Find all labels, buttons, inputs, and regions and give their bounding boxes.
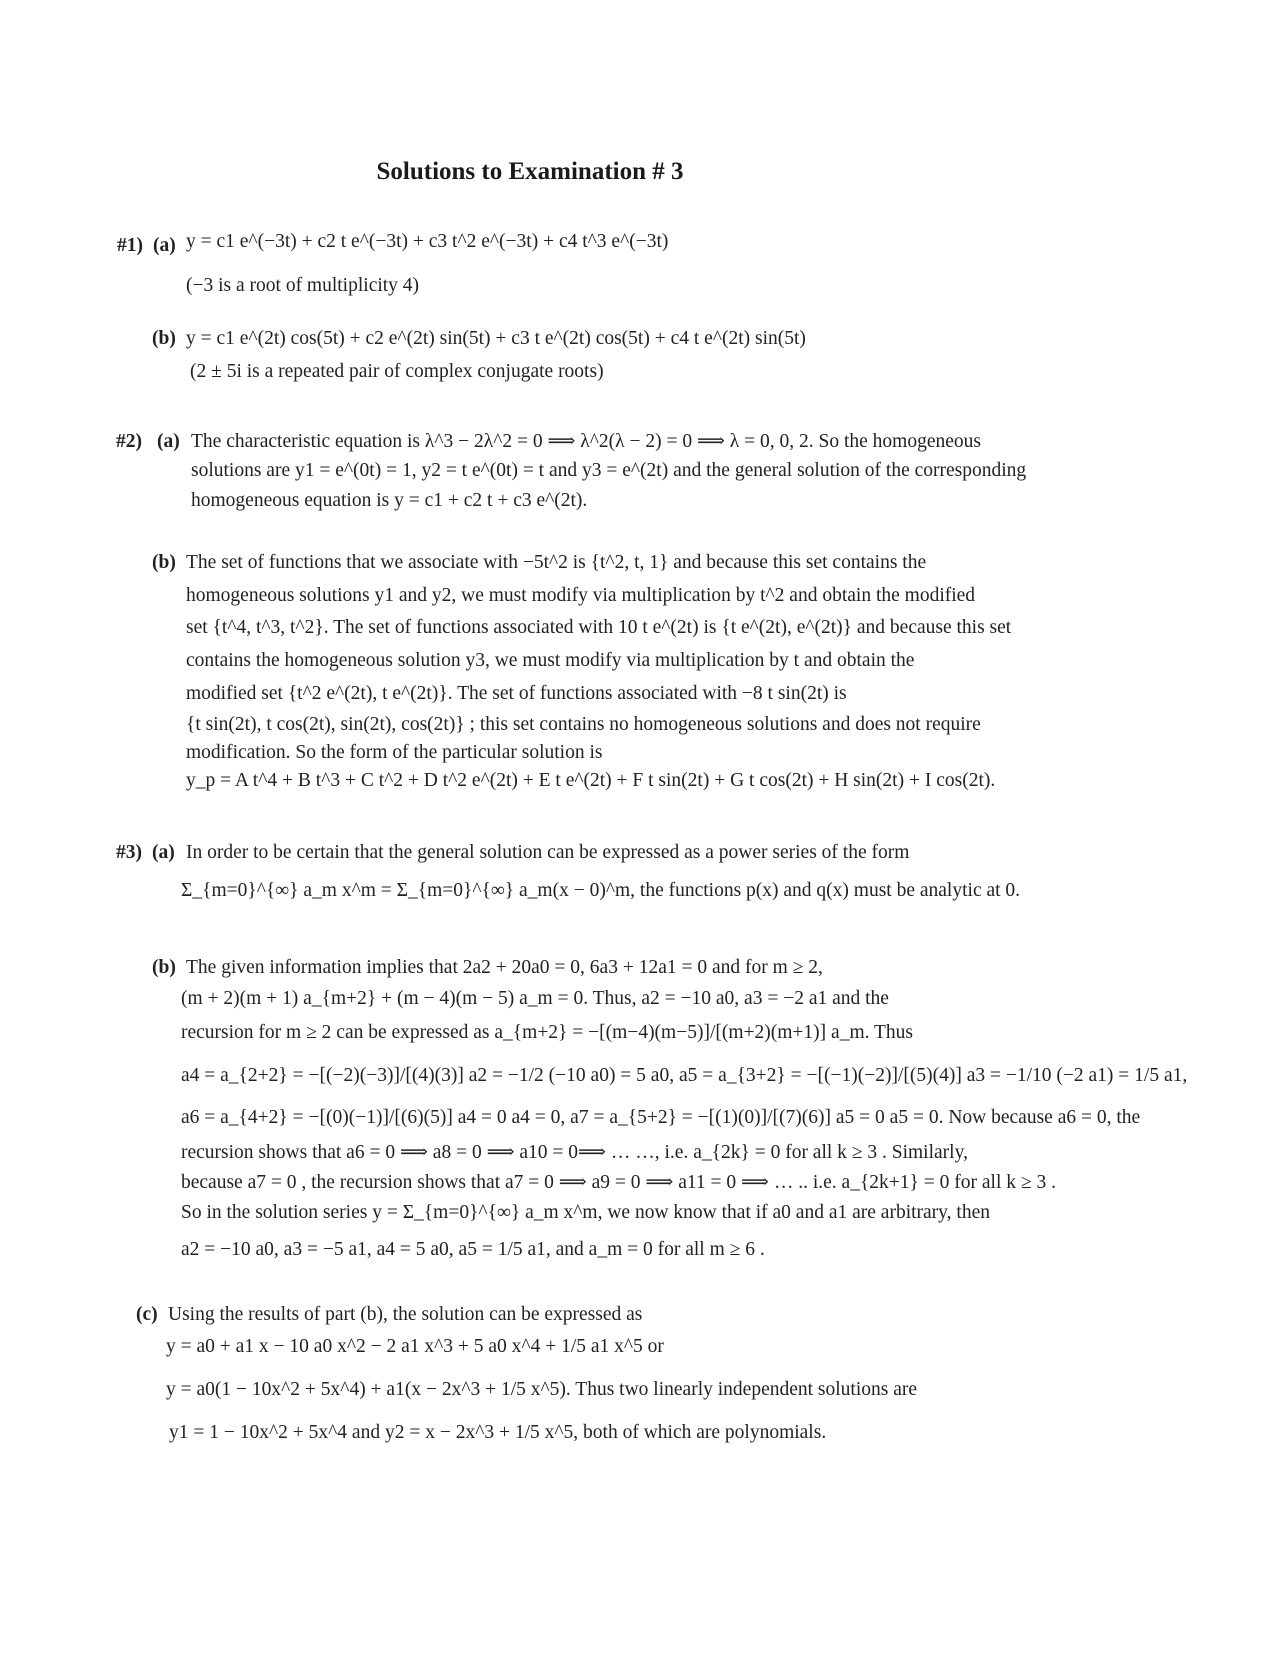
problem-1b-line-2: (2 ± 5i is a repeated pair of complex conjugate roots) <box>190 361 604 382</box>
problem-2b-line-3: set {t^4, t^3, t^2}. The set of functions associated with 10 t e^(2t) is {t e^(2t), e^(2t)} and because this set <box>186 617 1012 638</box>
problem-1b-line-1: y = c1 e^(2t) cos(5t) + c2 e^(2t) sin(5t) + c3 t e^(2t) cos(5t) + c4 t e^(2t) sin(5t) <box>186 328 806 349</box>
problem-2a-line-2: solutions are y1 = e^(0t) = 1, y2 = t e^(0t) = t and y3 = e^(2t) and the general solution of the corresponding <box>191 460 1027 481</box>
problem-3b-line-4: a4 = a_{2+2} = −[(−2)(−3)]/[(4)(3)] a2 = −1/2 (−10 a0) = 5 a0, a5 = a_{3+2} = −[(−1)(−2)]/[(5)(4)] a3 = −1/10 (−2 a1) = 1/5 a1, <box>181 1065 1188 1086</box>
problem-2-label: #2) <box>116 431 142 452</box>
page-title: Solutions to Examination # 3 <box>376 158 684 185</box>
problem-2b-line-2: homogeneous solutions y1 and y2, we must modify via multiplication by t^2 and obtain the modified <box>186 585 976 606</box>
problem-3c-line-4: y1 = 1 − 10x^2 + 5x^4 and y2 = x − 2x^3 + 1/5 x^5, both of which are polynomials. <box>169 1422 827 1443</box>
problem-3b-line-1: The given information implies that 2a2 + 20a0 = 0, 6a3 + 12a1 = 0 and for m ≥ 2, <box>186 957 823 978</box>
problem-1a-line-2: (−3 is a root of multiplicity 4) <box>186 275 420 296</box>
problem-3c-line-3: y = a0(1 − 10x^2 + 5x^4) + a1(x − 2x^3 + 1/5 x^5). Thus two linearly independent solutions are <box>166 1379 918 1400</box>
problem-3b-line-3: recursion for m ≥ 2 can be expressed as a_{m+2} = −[(m−4)(m−5)]/[(m+2)(m+1)] a_m. Thus <box>181 1022 914 1043</box>
problem-2b-line-6: {t sin(2t), t cos(2t), sin(2t), cos(2t)} ; this set contains no homogeneous solutions and does not require <box>186 714 981 735</box>
problem-3a-line-2: Σ_{m=0}^{∞} a_m x^m = Σ_{m=0}^{∞} a_m(x − 0)^m, the functions p(x) and q(x) must be analytic at 0. <box>181 880 1021 901</box>
problem-2b-label: (b) <box>152 552 176 573</box>
problem-1b-label: (b) <box>152 328 176 349</box>
problem-3a-label: (a) <box>152 842 175 863</box>
problem-3-label: #3) <box>116 842 142 863</box>
problem-3b-line-7: because a7 = 0 , the recursion shows that a7 = 0 ⟹ a9 = 0 ⟹ a11 = 0 ⟹ … .. i.e. a_{2k+1} = 0 for all k ≥ 3 . <box>181 1172 1056 1193</box>
problem-2a-label: (a) <box>157 431 180 452</box>
problem-3c-line-1: Using the results of part (b), the solution can be expressed as <box>168 1304 643 1325</box>
problem-2a-line-1: The characteristic equation is λ^3 − 2λ^2 = 0 ⟹ λ^2(λ − 2) = 0 ⟹ λ = 0, 0, 2. So the homogeneous <box>191 431 981 452</box>
problem-2b-line-8: y_p = A t^4 + B t^3 + C t^2 + D t^2 e^(2t) + E t e^(2t) + F t sin(2t) + G t cos(2t) + H sin(2t) + I cos(2t). <box>186 770 996 791</box>
problem-1a-label: (a) <box>153 235 176 256</box>
problem-2b-line-5: modified set {t^2 e^(2t), t e^(2t)}. The set of functions associated with −8 t sin(2t) is <box>186 683 847 704</box>
problem-3b-label: (b) <box>152 957 176 978</box>
problem-3b-line-9: a2 = −10 a0, a3 = −5 a1, a4 = 5 a0, a5 = 1/5 a1, and a_m = 0 for all m ≥ 6 . <box>181 1239 765 1260</box>
problem-3b-line-2: (m + 2)(m + 1) a_{m+2} + (m − 4)(m − 5) a_m = 0. Thus, a2 = −10 a0, a3 = −2 a1 and the <box>181 988 889 1009</box>
problem-2b-line-4: contains the homogeneous solution y3, we must modify via multiplication by t and obtain the <box>186 650 915 671</box>
problem-2b-line-7: modification. So the form of the particular solution is <box>186 742 603 763</box>
problem-3b-line-8: So in the solution series y = Σ_{m=0}^{∞} a_m x^m, we now know that if a0 and a1 are arbitrary, then <box>181 1202 990 1223</box>
problem-3c-label: (c) <box>136 1304 158 1325</box>
problem-3a-line-1: In order to be certain that the general solution can be expressed as a power series of the form <box>186 842 910 863</box>
problem-3b-line-5: a6 = a_{4+2} = −[(0)(−1)]/[(6)(5)] a4 = 0 a4 = 0, a7 = a_{5+2} = −[(1)(0)]/[(7)(6)] a5 = 0 a5 = 0. Now because a6 = 0, the <box>181 1107 1141 1128</box>
problem-1-label: #1) <box>117 235 143 256</box>
problem-2b-line-1: The set of functions that we associate with −5t^2 is {t^2, t, 1} and because this set contains the <box>186 552 927 573</box>
problem-3b-line-6: recursion shows that a6 = 0 ⟹ a8 = 0 ⟹ a10 = 0⟹ … …, i.e. a_{2k} = 0 for all k ≥ 3 . Similarly, <box>181 1142 968 1163</box>
problem-2a-line-3: homogeneous equation is y = c1 + c2 t + c3 e^(2t). <box>191 490 588 511</box>
problem-3c-line-2: y = a0 + a1 x − 10 a0 x^2 − 2 a1 x^3 + 5 a0 x^4 + 1/5 a1 x^5 or <box>166 1336 664 1357</box>
problem-1a-line-1: y = c1 e^(−3t) + c2 t e^(−3t) + c3 t^2 e^(−3t) + c4 t^3 e^(−3t) <box>186 231 669 252</box>
